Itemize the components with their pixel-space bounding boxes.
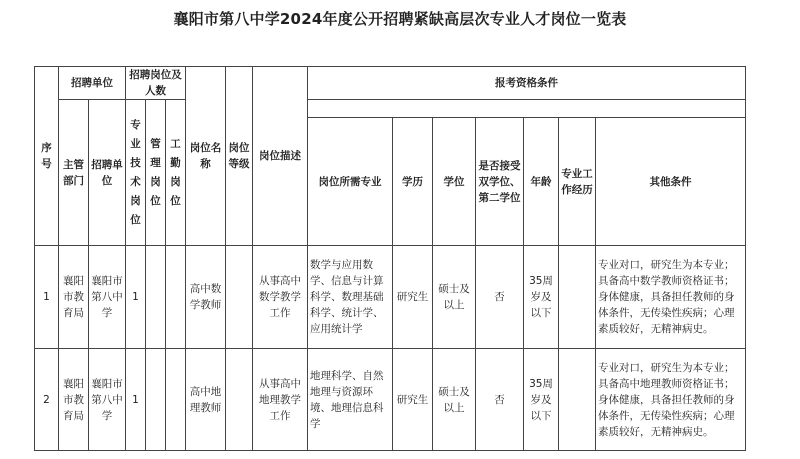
header-unit-dept: 主管部门: [59, 100, 89, 246]
cell-experience: [559, 349, 596, 451]
header-dual: 是否接受双学位、第二学位: [476, 118, 524, 246]
header-posts: 招聘岗位及人数: [126, 67, 186, 100]
cell-other: 专业对口，研究生为本专业；具备高中地理教师资格证书；身体健康，具备担任教师的身体条件，无传染性疾病；心理素质较好，无精神病史。: [596, 349, 746, 451]
cell-education: 研究生: [393, 246, 433, 349]
table-row: [35, 246, 746, 349]
cell-dept: 襄阳市教育局: [59, 349, 89, 451]
header-education: 学历: [393, 118, 433, 246]
cell-level: [226, 246, 253, 349]
header-post-desc: 岗位描述: [253, 67, 308, 246]
cell-degree: 硕士及以上: [433, 246, 476, 349]
cell-degree: 硕士及以上: [433, 349, 476, 451]
cell-dual: 否: [476, 246, 524, 349]
cell-seq: 1: [35, 246, 59, 349]
header-age: 年龄: [524, 118, 559, 246]
cell-age: 35周岁及以下: [524, 349, 559, 451]
cell-tech: 1: [126, 349, 146, 451]
header-post-work: 工勤岗位: [166, 100, 186, 246]
header-major: 岗位所需专业: [308, 118, 393, 246]
positions-table: [34, 66, 746, 451]
cell-desc: 从事高中数学教学工作: [253, 246, 308, 349]
header-other: 其他条件: [596, 118, 746, 246]
cell-dual: 否: [476, 349, 524, 451]
cell-post-name: 高中地理教师: [186, 349, 226, 451]
header-post-mgmt: 管理岗位: [146, 100, 166, 246]
header-unit-name: 招聘单位: [89, 100, 126, 246]
cell-seq: 2: [35, 349, 59, 451]
cell-tech: 1: [126, 246, 146, 349]
header-post-name: 岗位名称: [186, 67, 226, 246]
cell-dept: 襄阳市教育局: [59, 246, 89, 349]
header-post-level: 岗位等级: [226, 67, 253, 246]
header-row-2: [35, 100, 746, 118]
cell-experience: [559, 246, 596, 349]
header-requirements: 报考资格条件: [308, 67, 746, 100]
cell-other: 专业对口，研究生为本专业；具备高中数学教师资格证书；身体健康，具备担任教师的身体条件，无传染性疾病；心理素质较好，无精神病史。: [596, 246, 746, 349]
cell-desc: 从事高中地理教学工作: [253, 349, 308, 451]
table-row: [35, 349, 746, 451]
cell-education: 研究生: [393, 349, 433, 451]
cell-mgmt: [146, 246, 166, 349]
header-post-tech: 专业技术岗位: [126, 100, 146, 246]
cell-age: 35周岁及以下: [524, 246, 559, 349]
cell-post-name: 高中数学教师: [186, 246, 226, 349]
cell-major: 地理科学、自然地理与资源环境、地理信息科学: [308, 349, 393, 451]
header-degree: 学位: [433, 118, 476, 246]
header-requirements-gap: [308, 100, 746, 118]
cell-unit: 襄阳市第八中学: [89, 349, 126, 451]
header-experience: 专业工作经历: [559, 118, 596, 246]
header-seq: 序号: [35, 67, 59, 246]
cell-unit: 襄阳市第八中学: [89, 246, 126, 349]
cell-work: [166, 246, 186, 349]
page-title: 襄阳市第八中学2024年度公开招聘紧缺高层次专业人才岗位一览表: [173, 10, 627, 28]
cell-mgmt: [146, 349, 166, 451]
cell-work: [166, 349, 186, 451]
cell-major: 数学与应用数学、信息与计算科学、数理基础科学、统计学、应用统计学: [308, 246, 393, 349]
header-row-1: [35, 67, 746, 100]
cell-level: [226, 349, 253, 451]
header-unit: 招聘单位: [59, 67, 126, 100]
